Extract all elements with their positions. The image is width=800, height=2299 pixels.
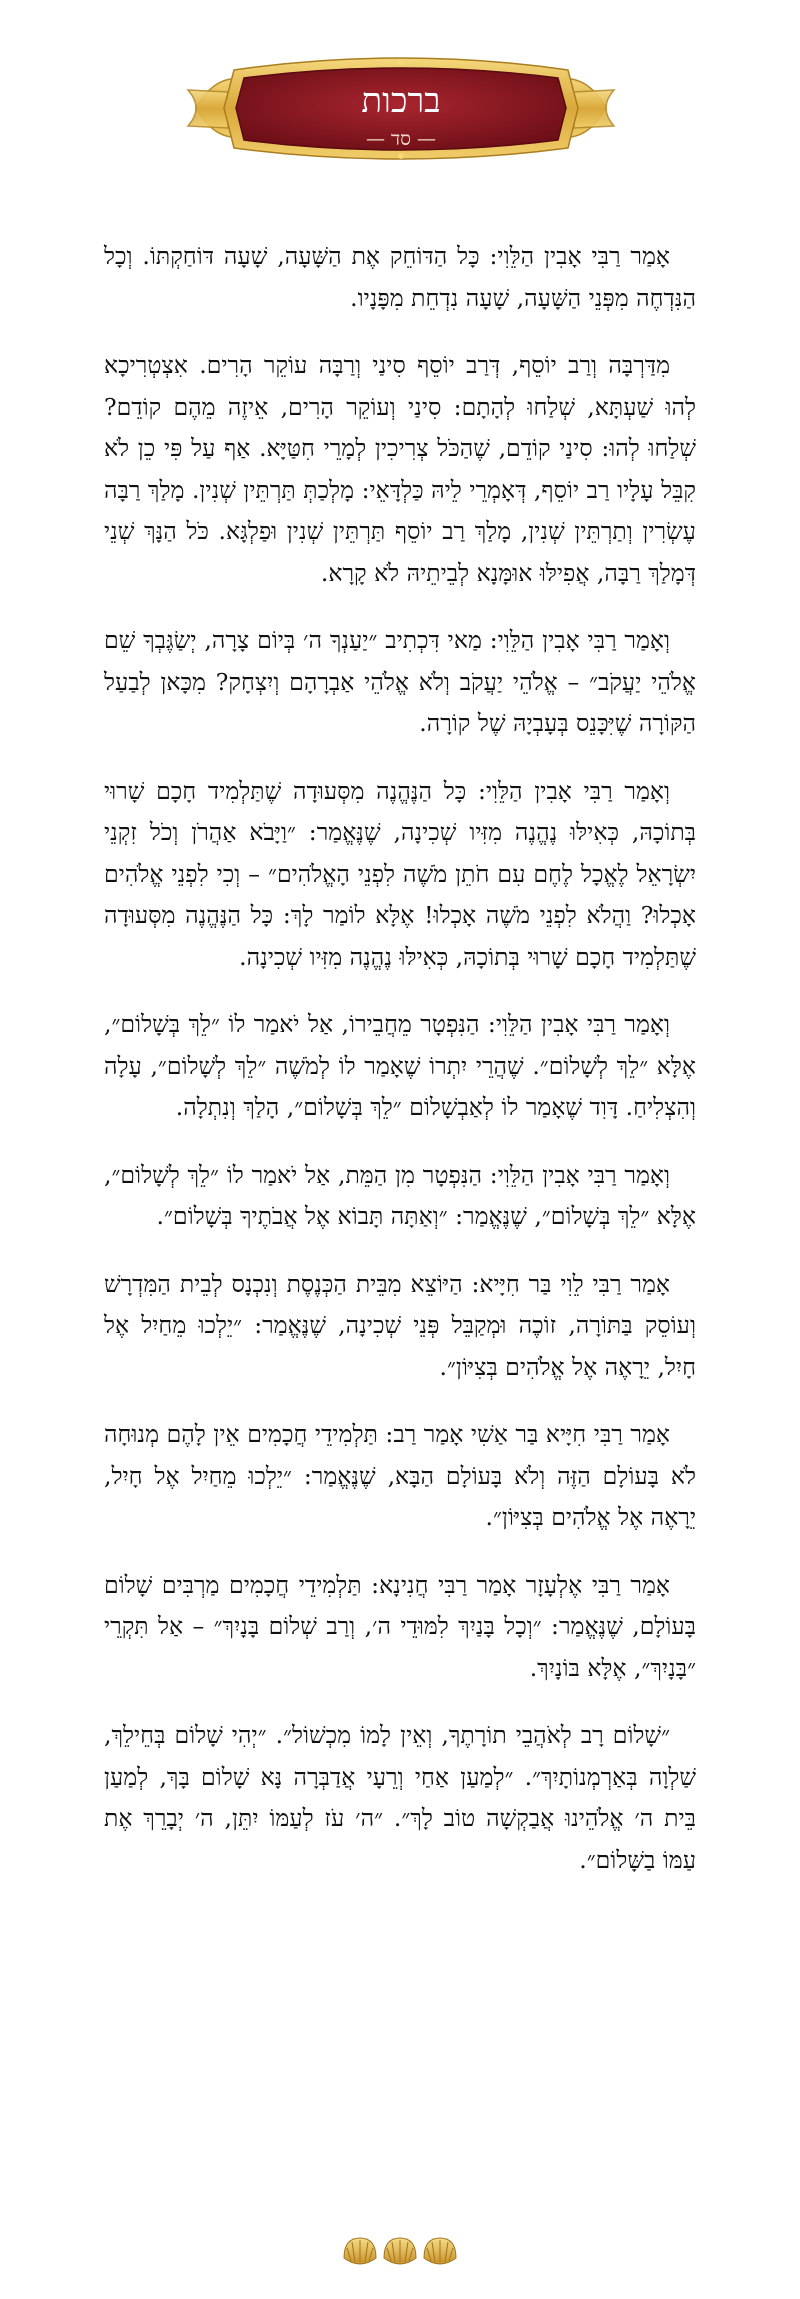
paragraph: וְאָמַר רַבִּי אָבִין הַלֵּוִי: כָּל הַנֶּהֱנֶה מִסְּעוּדָה שֶׁתַּלְמִיד חָכָם שָׁרוּי בְּתוֹכָהּ, כְּאִילּוּ נֶהֱנֶה מִזִּיו שְׁכִינָה, שֶׁנֶּאֱמַר: ״וַיָּבֹא אַהֲרֹן וְכֹל זִקְנֵי יִשְׂרָאֵל לֶאֱכָל לֶחֶם עִם חֹתֵן מֹשֶׁה לִפְנֵי הָאֱלֹהִים״ – וְכִי לִפְנֵי אֱלֹהִים אָכְלוּ? וַהֲלֹא לִפְנֵי מֹשֶׁה אָכְלוּ! אֶלָּא לוֹמַר לָךְ: כָּל הַנֶּהֱנֶה מִסְּעוּדָה שֶׁתַּלְמִיד חָכָם שָׁרוּי בְּתוֹכָהּ, כְּאִילּוּ נֶהֱנֶה מִזִּיו שְׁכִינָה. [104, 776, 696, 971]
paragraph: ״שָׁלוֹם רָב לְאֹהֲבֵי תוֹרָתֶךָ, וְאֵין לָמוֹ מִכְשׁוֹל״. ״יְהִי שָׁלוֹם בְּחֵילֵךְ, שַׁלְוָה בְּאַרְמְנוֹתָיִךְ״. ״לְמַעַן אַחַי וְרֵעָי אֲדַבְּרָה נָּא שָׁלוֹם בָּךְ, לְמַעַן בֵּית ה׳ אֱלֹהֵינוּ אֲבַקְשָׁה טוֹב לָךְ״. ״ה׳ עֹז לְעַמּוֹ יִתֵּן, ה׳ יְבָרֵךְ אֶת עַמּוֹ בַשָּׁלוֹם״. [104, 1721, 696, 1874]
paragraph: אָמַר רַבִּי חִיָּיא בַּר אַשִׁי אָמַר רַב: תַּלְמִידֵי חֲכָמִים אֵין לָהֶם מְנוּחָה לֹא בָּעוֹלָם הַזֶּה וְלֹא בָּעוֹלָם הַבָּא, שֶׁנֶּאֱמַר: ״יֵלְכוּ מֵחַיִל אֶל חָיִל, יֵרָאֶה אֶל אֱלֹהִים בְּצִיּוֹן״. [104, 1420, 696, 1531]
paragraph: אָמַר רַבִּי אָבִין הַלֵּוִי: כָּל הַדּוֹחֵק אֶת הַשָּׁעָה, שָׁעָה דּוֹחַקְתּוֹ. וְכָל הַנִּדְחֶה מִפְּנֵי הַשָּׁעָה, שָׁעָה נִדְחֵת מִפָּנָיו. [104, 242, 696, 312]
paragraph: מִדַּרְבָּה וְרַב יוֹסֵף, דְּרַב יוֹסֵף סִינַי וְרַבָּה עוֹקֵר הָרִים. אִצְטְרִיכָא לְהוּ שַׁעְתָּא, שְׁלַחוּ לְהָתָם: סִינַי וְעוֹקֵר הָרִים, אֵיזֶה מֵהֶם קוֹדֵם? שְׁלַחוּ לְהוּ: סִינַי קוֹדֵם, שֶׁהַכֹּל צְרִיכִין לְמָרֵי חִטַּיָּא. אַף עַל פִּי כֵן לֹא קִבֵּל עָלָיו רַב יוֹסֵף, דְּאָמְרֵי לֵיהּ כַּלְדָּאֵי: מָלְכַתְּ תַּרְתֵּין שְׁנִין. מָלַךְ רַבָּה עֶשְׂרִין וְתַרְתֵּין שְׁנִין, מָלַךְ רַב יוֹסֵף תַּרְתֵּין שְׁנִין וּפַלְגָּא. כֹּל הַנָּךְ שְׁנֵי דְּמָלַךְ רַבָּה, אֲפִילּוּ אוּמָּנָא לְבֵיתֵיהּ לֹא קָרָא. [104, 351, 696, 587]
text-body [104, 236, 696, 1907]
paragraph: וְאָמַר רַבִּי אָבִין הַלֵּוִי: מַאי דִּכְתִיב ״יַעַנְךָ ה׳ בְּיוֹם צָרָה, יְשַׂגֶּבְךָ שֵׁם אֱלֹהֵי יַעֲקֹב״ – אֱלֹהֵי יַעֲקֹב וְלֹא אֱלֹהֵי אַבְרָהָם וְיִצְחָק? מִכָּאן לְבַעַל הַקּוֹרָה שֶׁיִּכָּנֵס בְּעָבְיָהּ שֶׁל קוֹרָה. [104, 626, 696, 737]
footer-ornament [340, 2232, 460, 2268]
paragraph: אָמַר רַבִּי אֶלְעָזָר אָמַר רַבִּי חֲנִינָא: תַּלְמִידֵי חֲכָמִים מַרְבִּים שָׁלוֹם בָּעוֹלָם, שֶׁנֶּאֱמַר: ״וְכָל בָּנַיִךְ לִמּוּדֵי ה׳, וְרַב שְׁלוֹם בָּנָיִךְ״ – אַל תִּקְרֵי ״בָּנָיִךְ״, אֶלָּא בּוֹנָיִךְ. [104, 1570, 696, 1682]
title-banner [186, 52, 616, 164]
paragraph: וְאָמַר רַבִּי אָבִין הַלֵּוִי: הַנִּפְטָר מֵחֲבֵירוֹ, אַל יֹאמַר לוֹ ״לֵךְ בְּשָׁלוֹם״, אֶלָּא ״לֵךְ לְשָׁלוֹם״. שֶׁהֲרֵי יִתְרוֹ שֶׁאָמַר לוֹ לְמֹשֶׁה ״לֵךְ לְשָׁלוֹם״, עָלָה וְהִצְלִיחַ. דָּוִד שֶׁאָמַר לוֹ לְאַבְשָׁלוֹם ״לֵךְ בְּשָׁלוֹם״, הָלַךְ וְנִתְלָה. [104, 1010, 696, 1121]
paragraph: אָמַר רַבִּי לֵוִי בַּר חִיָּיא: הַיּוֹצֵא מִבֵּית הַכְּנֶסֶת וְנִכְנָס לְבֵית הַמִּדְרָשׁ וְעוֹסֵק בַּתּוֹרָה, זוֹכֶה וּמְקַבֵּל פְּנֵי שְׁכִינָה, שֶׁנֶּאֱמַר: ״יֵלְכוּ מֵחַיִל אֶל חָיִל, יֵרָאֶה אֶל אֱלֹהִים בְּצִיּוֹן״. [104, 1269, 696, 1381]
paragraph: וְאָמַר רַבִּי אָבִין הַלֵּוִי: הַנִּפְטָר מִן הַמֵּת, אַל יֹאמַר לוֹ ״לֵךְ לְשָׁלוֹם״, אֶלָּא ״לֵךְ בְּשָׁלוֹם״, שֶׁנֶּאֱמַר: ״וְאַתָּה תָּבוֹא אֶל אֲבֹתֶיךָ בְּשָׁלוֹם״. [104, 1160, 696, 1230]
shell-ornament-icon [340, 2232, 460, 2268]
page-title: ברכות [361, 81, 441, 121]
page-number-label: — סד — [365, 128, 437, 150]
